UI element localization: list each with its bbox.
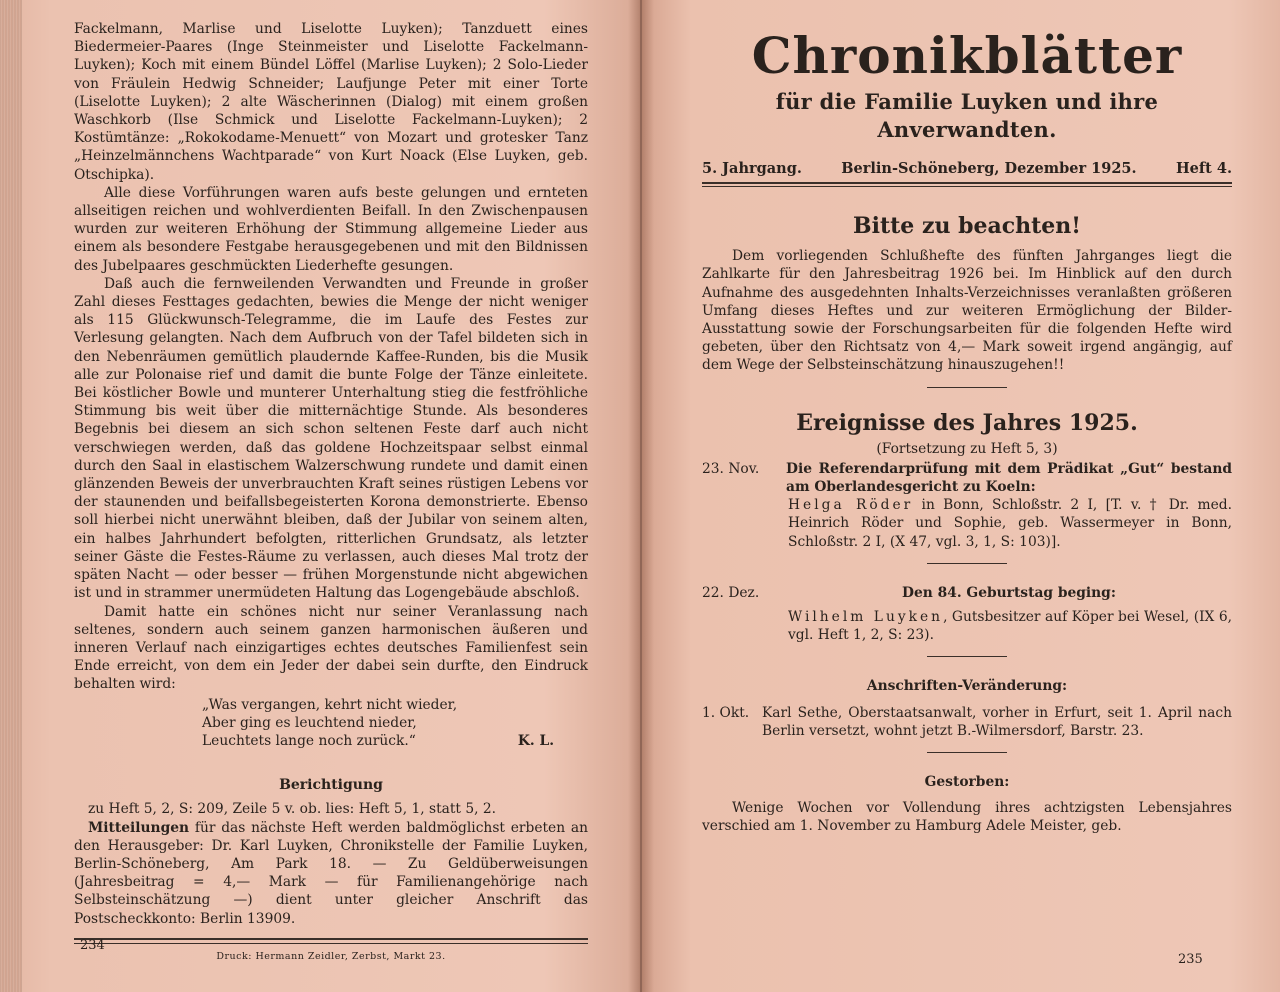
divider	[927, 656, 1007, 657]
page-edges	[0, 0, 22, 992]
event-detail	[702, 496, 1232, 551]
paragraph: Daß auch die fernweilenden Verwandten und Freunde in großer Zahl dieses Festtages gedachten, bewies die Menge der nicht weniger als 115 Glückwunsch-Telegramme, die im Laufe des Festes zur Verlesung gelangten. Nach dem Aufbruch von der Tafel bildeten sich in den Nebenräumen gemütlich plaudernde Kaffee-Runden, bis die Musik alle zur Polonaise rief und damit die bunte Folge der Tänze einleitete. Bei köstlicher Bowle und munterer Unterhaltung stieg die festfröhliche Stimmung bis weit über die mitternächtige Stunde. Als besonderes Begebnis bei diesem an sich schon seltenen Feste darf auch nicht verschwiegen werden, daß das goldene Hochzeitspaar selbst einmal durch den Saal in elastischem Walzerschwung rundete und damit einen glänzenden Beweis der unverbrauchten Kraft seines rüstigen Lebens vor der staunenden und beifallsbegeisterten Korona demonstrierte. Ebenso soll hierbei nicht unerwähnt bleiben, daß der Jubilar von seinem alten, ein halbes Jahrhundert befolgten, ritterlichen Grundsatz, als letzter seiner Gäste die Festes-Räume zu verlassen, auch dieses Mal trotz der späten Nacht — oder besser — frühen Morgenstunde nicht abgewichen ist und in strammer unermüdeten Haltung das Logengebäude abschloß.	[74, 275, 588, 602]
event-title: Die Referendarprüfung mit dem Prädikat „Gut“ bestand am Oberlandesgericht zu Koeln:	[786, 460, 1232, 496]
rule	[702, 186, 1232, 187]
notice-text: Dem vorliegenden Schlußhefte des fünften Jahrganges liegt die Zahlkarte für den Jahresbeitrag 1926 bei. Im Hinblick auf den durch Aufnahme des ausgedehnten Inhalts-Verzeichnisses veranlaßten größeren Umfang dieses Heftes und zur weiteren Ermöglichung der Bilder-Ausstattung sowie der Forschungsarbeiten für die folgenden Hefte wird gebeten, über den Richtsatz von 4,— Mark soweit irgend angängig, auf dem Wege der Selbsteinschätzung hinauszugehen!!	[702, 248, 1232, 374]
divider	[927, 563, 1007, 564]
correction-heading: Berichtigung	[279, 777, 383, 794]
page-number: 234	[80, 938, 105, 953]
divider	[927, 387, 1007, 388]
notice-heading: Bitte zu beachten!	[853, 213, 1081, 240]
place-date: Berlin-Schöneberg, Dezember 1925.	[841, 160, 1137, 177]
obituary-text: Wenige Wochen vor Vollendung ihres achtzigsten Lebensjahres verschied am 1. November zu Hamburg Adele Meister, geb.	[702, 800, 1232, 835]
right-column	[702, 20, 1232, 836]
right-page	[640, 0, 1280, 992]
events-subheading: (Fortsetzung zu Heft 5, 3)	[876, 440, 1058, 457]
divider	[927, 752, 1007, 753]
event-date: 23. Nov.	[702, 460, 760, 477]
notice-lead: Mitteilungen	[88, 819, 190, 836]
event-date: 22. Dez.	[702, 584, 760, 601]
events-heading: Ereignisse des Jahres 1925.	[796, 409, 1138, 436]
book-gutter	[628, 0, 654, 992]
poem-line: Aber ging es leuchtend nieder,	[202, 714, 417, 731]
event-entry	[702, 704, 1232, 740]
event-entry	[702, 584, 1232, 602]
event-entry	[702, 460, 1232, 496]
event-date: 1. Okt.	[702, 704, 750, 721]
person-name: Wilhelm Luyken	[788, 609, 944, 626]
paragraph: Alle diese Vorführungen waren aufs beste gelungen und ernteten allseitigen reichen und wohlverdienten Beifall. In den Zwischenpausen wurden zur weiteren Erhöhung der Stimmung allgemeine Lieder aus einem als besondere Festgabe herausgegebenen und mit den Bildnissen des Jubelpaares geschmückten Liederhefte gesungen.	[74, 184, 588, 274]
event-detail	[702, 608, 1232, 644]
person-name: Helga Röder	[788, 497, 914, 514]
masthead-title: Chronikblätter	[751, 26, 1183, 85]
volume: 5. Jahrgang.	[702, 160, 802, 177]
footer-rule	[74, 938, 588, 944]
printer-imprint: Druck: Hermann Zeidler, Zerbst, Markt 23.	[216, 950, 446, 962]
obituary-heading: Gestorben:	[924, 774, 1010, 791]
paragraph: Damit hatte ein schönes nicht nur seiner Veranlassung nach seltenes, sondern auch seinem ganzen harmonischen äußeren und inneren Verlauf nach einzigartiges echtes deutsches Familienfest sein Ende erreicht, von dem ein Jeder der dabei sein durfte, den Eindruck behalten wird:	[74, 603, 588, 693]
issue-info-line	[702, 160, 1232, 184]
address-change-heading: Anschriften-Veränderung:	[866, 678, 1068, 695]
issue-number: Heft 4.	[1175, 160, 1232, 177]
paragraph: Fackelmann, Marlise und Liselotte Luyken); Tanzduett eines Biedermeier-Paares (Inge Steinmeister und Liselotte Fackelmann-Luyken); Koch mit einem Bündel Löffel (Marlise Luyken); 2 Solo-Lieder von Fräulein Hedwig Schneider; Laufjunge Peter mit einer Torte (Liselotte Luyken); 2 alte Wäscherinnen (Dialog) mit einem großen Waschkorb (Ilse Schmick und Liselotte Fackelmann-Luyken); 2 Kostümtänze: „Rokokodame-Menuett“ von Mozart und grotesker Tanz „Heinzelmännchens Wachtparade“ von Kurt Noack (Else Luyken, geb. Otschipka).	[74, 21, 588, 183]
event-title: Den 84. Geburtstag beging:	[902, 584, 1116, 601]
notice-text: für das nächste Heft werden baldmöglichst erbeten an den Herausgeber: Dr. Karl Luyken, Chronikstelle der Familie Luyken, Berlin-Schöneberg, Am Park 18. — Zu Geldüberweisungen (Jahresbeitrag = 4,— Mark — für Familienangehörige nach Selbsteinschätzung —) dient unter gleicher Anschrift das Postscheckkonto: Berlin 13909.	[74, 819, 588, 927]
signature: K. L.	[517, 732, 554, 749]
poem	[202, 696, 588, 751]
event-text: Karl Sethe, Oberstaatsanwalt, vorher in Erfurt, seit 1. April nach Berlin versetzt, wohnt jetzt B.-Wilmersdorf, Barstr. 23.	[762, 704, 1232, 739]
page-number: 235	[1178, 952, 1203, 967]
correction-text: zu Heft 5, 2, S: 209, Zeile 5 v. ob. lies: Heft 5, 1, statt 5, 2.	[88, 801, 497, 818]
poem-line: Leuchtets lange noch zurück.“	[202, 732, 416, 749]
poem-line: „Was vergangen, kehrt nicht wieder,	[202, 696, 458, 713]
event-detail-text: in Bonn, Schloßstr. 2 I, [T. v. † Dr. med. Heinrich Röder und Sophie, geb. Wassermeyer in Bonn, Schloßstr. 2 I, (X 47, vgl. 3, 1, S: 103)].	[788, 497, 1233, 550]
event-detail-text: , Gutsbesitzer auf Köper bei Wesel, (IX 6, vgl. Heft 1, 2, S: 23).	[788, 609, 1232, 644]
masthead-subtitle: für die Familie Luyken und ihre Anverwandten.	[775, 89, 1159, 142]
notice-paragraph	[74, 819, 588, 928]
left-column	[74, 20, 588, 966]
